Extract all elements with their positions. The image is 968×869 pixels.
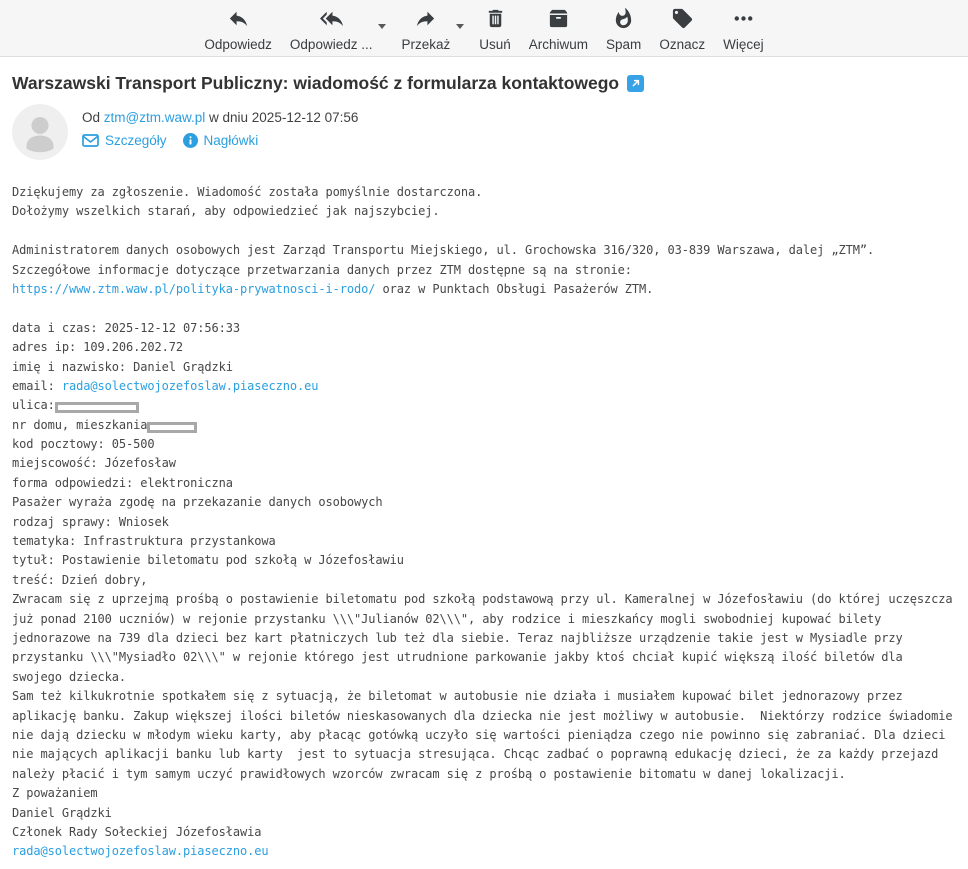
- body-line: [12, 513, 956, 532]
- body-line: [12, 261, 956, 280]
- body-line: [12, 338, 956, 357]
- from-line: [82, 109, 358, 127]
- headers-link-label: Nagłówki: [203, 133, 259, 148]
- body-text: rodzaj sprawy: Wniosek: [12, 514, 169, 529]
- signature-email-link[interactable]: rada@solectwojozefoslaw.piaseczno.eu: [12, 844, 269, 859]
- body-text: jednorazowe na 739 dla dzieci bez kart płatniczych lub też dla siebie. Teraz najbliższe urządzenie takie jest w Mysiadle przy: [12, 630, 903, 645]
- body-line: [12, 299, 956, 318]
- body-text: nie mających aplikacji banku lub karty jest to sytuacja stresująca. Chcąc zadbać o poprawną edukację dzieci, że za każdy przejazd: [12, 747, 939, 762]
- body-line: [12, 396, 956, 415]
- body-line: [12, 416, 956, 435]
- spam-button-label: Spam: [606, 37, 642, 52]
- reply-all-menu-caret-icon[interactable]: [378, 24, 386, 29]
- body-text: Pasażer wyraża zgodę na przekazanie danych osobowych: [12, 495, 383, 510]
- spam-button[interactable]: [603, 7, 644, 53]
- body-text: tematyka: Infrastruktura przystankowa: [12, 534, 276, 549]
- body-line: [12, 842, 956, 861]
- body-line: [12, 435, 956, 454]
- body-line: [12, 745, 956, 764]
- body-text: aplikację banku. Zakup większej ilości biletów nieskasowanych dla dziecka nie jest możliwy w autobusie. Niektórzy rodzice świadomie: [12, 708, 953, 723]
- message-body: [12, 183, 956, 862]
- avatar: [12, 104, 68, 160]
- body-text: forma odpowiedzi: elektroniczna: [12, 475, 233, 490]
- body-line: [12, 280, 956, 299]
- reply-all-button-label: Odpowiedz ...: [289, 37, 373, 52]
- subject-row: [12, 71, 956, 95]
- body-text: już ponad 2100 uczniów) w rejonie przystanku \\\"Julianów 02\\\", aby rodzice i mieszkańcy mogli swobodniej kupować bilety: [12, 611, 882, 626]
- body-line: [12, 610, 956, 629]
- info-icon: [183, 133, 198, 148]
- body-text: przystanku \\\"Mysiadło 02\\\" w rejonie którego jest utrudnione parkowanie jakby ktoś chciał kupić większą ilość biletów dla: [12, 650, 903, 665]
- open-in-new-window-icon[interactable]: [627, 75, 644, 92]
- more-button[interactable]: [720, 7, 767, 53]
- ellipsis-icon: [732, 7, 755, 35]
- body-line: [12, 454, 956, 473]
- more-button-label: Więcej: [723, 37, 764, 52]
- forward-button-label: Przekaż: [401, 37, 451, 52]
- body-line: [12, 493, 956, 512]
- redaction-box: [55, 402, 139, 413]
- delete-button[interactable]: [476, 7, 514, 53]
- body-line: [12, 571, 956, 590]
- delete-button-label: Usuń: [479, 37, 511, 52]
- privacy-policy-link[interactable]: https://www.ztm.waw.pl/polityka-prywatnosci-i-rodo/: [12, 281, 376, 296]
- body-text: Administratorem danych osobowych jest Zarząd Transportu Miejskiego, ul. Grochowska 316/320, 03-839 Warszawa, dalej „ZTM”.: [12, 243, 875, 258]
- toolbar: [0, 0, 968, 57]
- body-text: Daniel Grądzki: [12, 805, 112, 820]
- archive-icon: [547, 7, 570, 35]
- body-text: należy płacić i tym samym uczyć prawidłowych wzorców zwracam się z prośbą o postawienie bitomatu w danej lokalizacji.: [12, 766, 846, 781]
- tag-icon: [671, 7, 694, 35]
- body-text: Członek Rady Sołeckiej Józefosławia: [12, 824, 262, 839]
- mark-button-label: Oznacz: [659, 37, 706, 52]
- redaction-box: [147, 422, 197, 433]
- body-text: tytuł: Postawienie biletomatu pod szkołą w Józefosławiu: [12, 553, 404, 568]
- reply-all-button[interactable]: [287, 7, 376, 53]
- body-line: [12, 823, 956, 842]
- forward-menu-caret-icon[interactable]: [456, 24, 464, 29]
- archive-button-label: Archiwum: [528, 37, 589, 52]
- details-toggle[interactable]: [82, 133, 167, 148]
- body-text: nie dają dziecku w młodym wieku karty, aby płacąc gotówką uczyło się wartości pieniądza czego nie powinno się zabraniać. Dla dzieci: [12, 727, 946, 742]
- body-line: [12, 183, 956, 202]
- message-subject: Warszawski Transport Publiczny: wiadomość z formularza kontaktowego: [12, 73, 620, 93]
- body-text: swojego dziecka.: [12, 669, 126, 684]
- body-text: data i czas: 2025-12-12 07:56:33: [12, 320, 240, 335]
- flame-icon: [612, 7, 635, 35]
- details-link-label: Szczegóły: [105, 133, 167, 148]
- body-text: nr domu, mieszkania: [12, 417, 148, 432]
- reply-icon: [227, 7, 250, 35]
- archive-button[interactable]: [526, 7, 591, 53]
- message-header: [12, 104, 956, 160]
- sender-email-link[interactable]: rada@solectwojozefoslaw.piaseczno.eu: [61, 378, 319, 393]
- body-line: [12, 784, 956, 803]
- body-text: email:: [12, 378, 62, 393]
- body-line: [12, 707, 956, 726]
- body-line: [12, 804, 956, 823]
- body-line: [12, 377, 956, 396]
- from-email-link[interactable]: ztm@ztm.waw.pl: [103, 110, 206, 125]
- date-text: w dniu 2025-12-12 07:56: [209, 110, 359, 125]
- reply-button-label: Odpowiedz: [204, 37, 272, 52]
- message-view: [0, 71, 968, 862]
- body-text: Sam też kilkukrotnie spotkałem się z sytuacją, że biletomat w autobusie nie działa i musiałem kupować bilet jednorazowy przez: [12, 689, 903, 704]
- trash-icon: [484, 7, 507, 35]
- body-text: Dziękujemy za zgłoszenie. Wiadomość została pomyślnie dostarczona.: [12, 185, 483, 199]
- body-line: [12, 629, 956, 648]
- body-line: [12, 648, 956, 667]
- body-text: ulica:: [12, 398, 55, 413]
- body-line: [12, 474, 956, 493]
- envelope-icon: [82, 134, 99, 147]
- headers-toggle[interactable]: [183, 133, 259, 148]
- body-text: Szczegółowe informacje dotyczące przetwarzania danych przez ZTM dostępne są na stronie:: [12, 262, 632, 277]
- body-line: [12, 319, 956, 338]
- body-text: Zwracam się z uprzejmą prośbą o postawienie biletomatu pod szkołą podstawową przy ul. Kameralnej w Józefosławiu (do której uczęszcza: [12, 592, 953, 607]
- body-text: adres ip: 109.206.202.72: [12, 340, 183, 355]
- forward-button[interactable]: [398, 7, 453, 53]
- body-line: [12, 202, 956, 221]
- body-line: [12, 551, 956, 570]
- body-line: [12, 222, 956, 241]
- body-text: Dołożymy wszelkich starań, aby odpowiedzieć jak najszybciej.: [12, 204, 440, 219]
- body-text: treść: Dzień dobry,: [12, 572, 148, 587]
- body-line: [12, 668, 956, 687]
- forward-icon: [414, 7, 437, 35]
- body-line: [12, 532, 956, 551]
- body-text: Z poważaniem: [12, 786, 98, 801]
- body-text: imię i nazwisko: Daniel Grądzki: [12, 359, 233, 374]
- body-line: [12, 590, 956, 609]
- body-line: [12, 687, 956, 706]
- reply-all-icon: [320, 7, 343, 35]
- body-text: miejscowość: Józefosław: [12, 456, 176, 471]
- mark-button[interactable]: [656, 7, 708, 53]
- reply-button[interactable]: [201, 7, 275, 53]
- body-line: [12, 765, 956, 784]
- body-line: [12, 358, 956, 377]
- body-line: [12, 726, 956, 745]
- body-text: oraz w Punktach Obsługi Pasażerów ZTM.: [375, 281, 654, 296]
- from-label: Od: [82, 110, 101, 125]
- body-line: [12, 241, 956, 260]
- body-text: kod pocztowy: 05-500: [12, 437, 155, 452]
